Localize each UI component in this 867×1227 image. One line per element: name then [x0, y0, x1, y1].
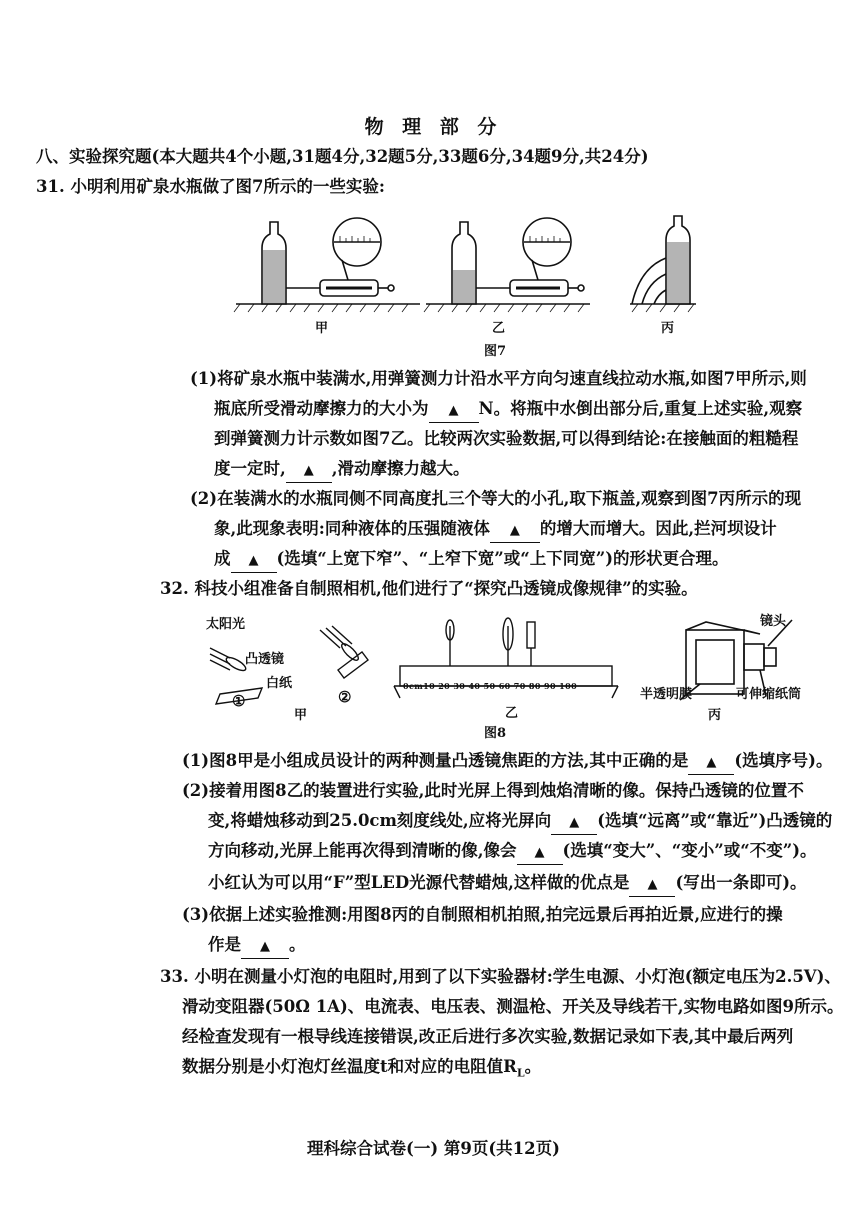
fig8-method-2: ②	[338, 688, 352, 706]
answer-blank[interactable]: ▲	[241, 934, 289, 959]
part-heading: 八、实验探究题(本大题共4个小题,31题4分,32题5分,33题6分,34题9分,共24分)	[36, 147, 649, 166]
fig7-yi	[424, 218, 590, 312]
fig8-film-label: 半透明膜	[640, 687, 693, 702]
answer-blank[interactable]: ▲	[517, 840, 563, 865]
q32-stem: 32. 科技小组准备自制照相机,他们进行了“探究凸透镜成像规律”的实验。	[160, 579, 698, 598]
q32-p2-line1: (2)接着用图8乙的装置进行实验,此时光屏上得到烛焰清晰的像。保持凸透镜的位置不	[182, 781, 804, 800]
q33-line3: 经检查发现有一根导线连接错误,改正后进行多次实验,数据记录如下表,其中最后两列	[182, 1027, 794, 1046]
fig8-ruler-scale: 0cm10 20 30 40 50 60 70 80 90 100	[403, 681, 578, 691]
section-title: 物 理 部 分	[364, 116, 503, 138]
fig8-tube-label: 可伸缩纸筒	[736, 687, 802, 702]
fig8-label-bing: 丙	[708, 708, 722, 723]
q32-p1: (1)图8甲是小组成员设计的两种测量凸透镜焦距的方法,其中正确的是 ▲ (选填序号)。	[182, 750, 832, 775]
fig7-caption: 图7	[484, 344, 507, 359]
q31-p2-line3: 成 ▲ (选填“上宽下窄”、“上窄下宽”或“上下同宽”)的形状更合理。	[214, 548, 729, 573]
answer-blank[interactable]: ▲	[490, 518, 540, 543]
fig8-label-yi: 乙	[505, 706, 519, 721]
fig7-label-yi: 乙	[492, 321, 506, 336]
q33-line1: 33. 小明在测量小灯泡的电阻时,用到了以下实验器材:学生电源、小灯泡(额定电压为2.5V)、	[160, 967, 841, 986]
answer-blank[interactable]: ▲	[629, 872, 675, 897]
fig7-label-bing: 丙	[661, 321, 675, 336]
fig8-method-1: ①	[232, 692, 246, 710]
figure-7	[230, 208, 700, 333]
answer-blank[interactable]: ▲	[429, 398, 479, 423]
q32-p2-line3: 方向移动,光屏上能再次得到清晰的像,像会 ▲ (选填“变大”、“变小”或“不变”)。	[208, 840, 817, 865]
q32-p3-line1: (3)依据上述实验推测:用图8丙的自制照相机拍照,拍完远景后再拍近景,应进行的操	[182, 905, 783, 924]
fig8-label-jia: 甲	[294, 708, 308, 723]
q31-p2-line1: (2)在装满水的水瓶同侧不同高度扎三个等大的小孔,取下瓶盖,观察到图7丙所示的现	[190, 489, 802, 508]
fig8-paper-label: 白纸	[266, 676, 293, 691]
q33-line2: 滑动变阻器(50Ω 1A)、电流表、电压表、测温枪、开关及导线若干,实物电路如图9所示。	[182, 997, 844, 1016]
fig7-label-jia: 甲	[315, 321, 329, 336]
page-footer: 理科综合试卷(一) 第9页(共12页)	[307, 1139, 560, 1158]
fig8-lens-label: 凸透镜	[245, 652, 285, 667]
q31-p1-line4: 度一定时, ▲ ,滑动摩擦力越大。	[214, 458, 470, 483]
fig8-sun-label: 太阳光	[206, 617, 246, 632]
q32-p2-line4: 小红认为可以用“F”型LED光源代替蜡烛,这样做的优点是 ▲ (写出一条即可)。	[208, 872, 807, 897]
fig8-camera-lens-label: 镜头	[760, 614, 787, 629]
answer-blank[interactable]: ▲	[231, 548, 277, 573]
q31-stem: 31. 小明利用矿泉水瓶做了图7所示的一些实验:	[36, 177, 386, 196]
fig7-jia	[234, 218, 420, 312]
answer-blank[interactable]: ▲	[688, 750, 734, 775]
answer-blank[interactable]: ▲	[551, 810, 597, 835]
q31-p1-line3: 到弹簧测力计示数如图7乙。比较两次实验数据,可以得到结论:在接触面的粗糙程	[214, 429, 799, 448]
fig8-caption: 图8	[484, 726, 507, 741]
q33-line4: 数据分别是小灯泡灯丝温度t和对应的电阻值$R_L$。	[182, 1057, 542, 1080]
q32-p3-line2: 作是 ▲ 。	[208, 934, 306, 959]
q32-p2-line2: 变,将蜡烛移动到25.0cm刻度线处,应将光屏向 ▲ (选填“远离”或“靠近”)凸透镜的	[208, 810, 832, 835]
q31-p1-line2: 瓶底所受滑动摩擦力的大小为 ▲ N。将瓶中水倒出部分后,重复上述实验,观察	[214, 398, 802, 423]
fig7-bing	[630, 216, 696, 312]
q31-p2-line2: 象,此现象表明:同种液体的压强随液体 ▲ 的增大而增大。因此,拦河坝设计	[214, 518, 777, 543]
q31-p1-line1: (1)将矿泉水瓶中装满水,用弹簧测力计沿水平方向匀速直线拉动水瓶,如图7甲所示,则	[190, 369, 807, 388]
answer-blank[interactable]: ▲	[286, 458, 332, 483]
